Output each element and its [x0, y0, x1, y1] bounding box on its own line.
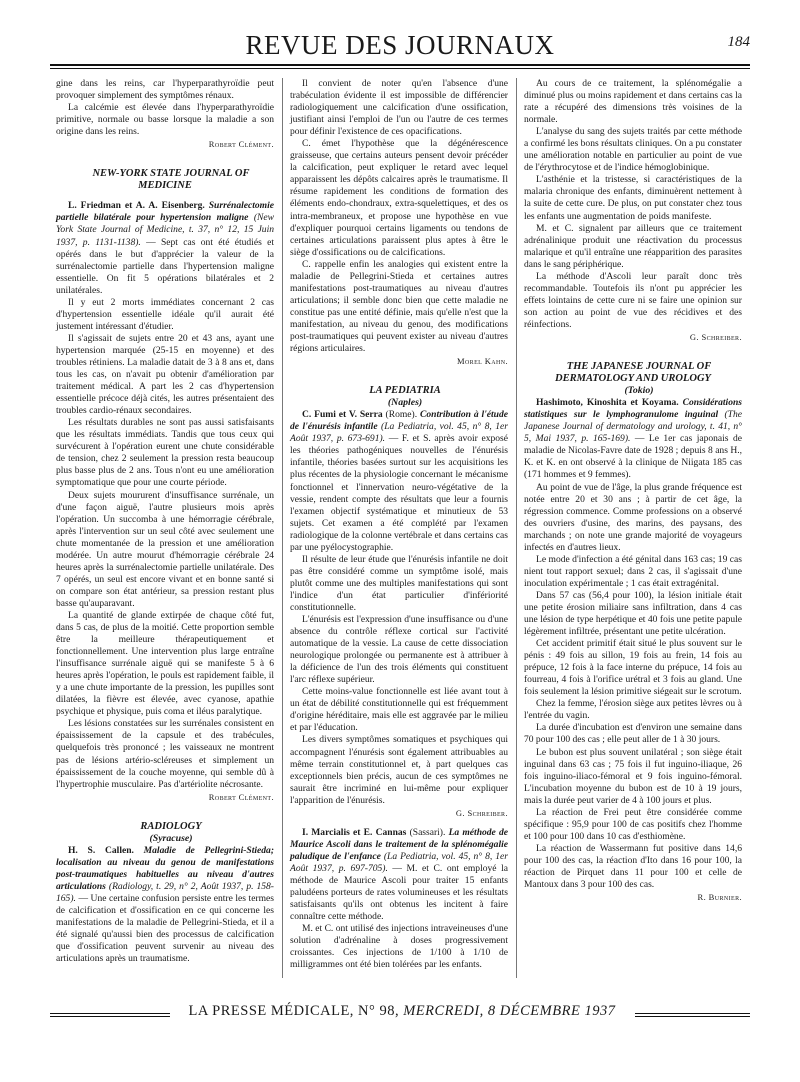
paragraph: L'analyse du sang des sujets traités par cette méthode a confirmé les bons résultats cliniques. On a pu constater une amélioration notable en particulier au point de vue de l'érythrocytose et de l'indice hémoglobinique. [524, 126, 742, 174]
page-header [50, 28, 750, 60]
footer-rule [635, 1016, 750, 1017]
signature: Robert Clément. [208, 791, 274, 802]
signature: G. Schreiber. [689, 331, 742, 342]
article-authors: H. S. Callen. [68, 844, 134, 856]
article-text: — F. et S. après avoir exposé les théories pathogéniques nouvelles de l'énurésis infantile, théories basées surtout sur les acquisitions les plus récentes de la physiologie concernant le mécanisme fonctionnel et l'innervation neuro-végétative de la vessie, rendent compte des résultats que leur a fournis l'examen objectif systématique et minutieux de 53 sujets. Cet examen a été complété par l'examen radiologique de la colonne vertébrale et dans certains cas par une pyélocystographie. [290, 433, 509, 553]
article-reference: (The Japanese Journal of dermatology and urology, t. 41, n° 5, Mai 1937, p. 165-169). [524, 409, 742, 445]
paragraph: C. émet l'hypothèse que la dégénérescence graisseuse, que certains auteurs pensent devoir précéder la calcification, peut expliquer le retard avec lequel apparaissent les dépôts calcaires après le traumatisme. Il résume rapidement les conditions de formation des éléments endo-chondraux, extra-squelettiques, et des os intra-membraneux, et propose une hypothèse en vue d'expliquer pourquoi certains ligaments ou tendons de certaines articulations paraissent plus aptes à être le siège d'ossifications ou de calcifications. [290, 138, 508, 258]
page-footer [172, 1003, 632, 1020]
signature: R. Burnier. [697, 892, 742, 903]
signature: Robert Clément. [208, 139, 274, 150]
paragraph: L'énurésis est l'expression d'une insuffisance ou d'une absence du contrôle réflexe cortical sur l'activité automatique de la vessie. La cause de cette dissociation neurologique prolongée ou permanente est à attribuer à la déficience de l'un des trois éléments qui constituent l'arc réflexe supérieur. [290, 614, 508, 686]
article-authors: Hashimoto, Kinoshita et Koyama. [536, 397, 679, 409]
page-title: REVUE DES JOURNAUX [245, 30, 555, 60]
column-2 [290, 78, 508, 971]
article-title: Contribution à l'étude de l'énurésis infantile [290, 409, 508, 433]
signature: G. Schreiber. [455, 807, 508, 818]
paragraph: La réaction de Frei peut être considérée comme spécifique : 95,9 pour 100 de cas positifs chez l'homme et 100 pour 100 dans 10 cas d'esthiomène. [524, 806, 742, 842]
article-place: (Rome). [385, 409, 418, 421]
article-text: — Une certaine confusion persiste entre les termes de calcification et d'ossification en ce qui concerne les manifestations de la maladie de Pellegrini-Stieda, et il a été signalé qu'aussi bien des processus de calcification que d'ossification peuvent survenir au niveau des articulations après un traumatisme. [56, 893, 274, 965]
article-authors: L. Friedman et A. A. Eisenberg. [68, 200, 205, 212]
article-paragraph [290, 409, 508, 554]
article-paragraph [290, 827, 508, 923]
column-3 [524, 78, 742, 903]
article-reference: (Radiology, t. 29, n° 2, Août 1937, p. 158-165). [56, 880, 274, 904]
paragraph: La méthode d'Ascoli leur paraît donc très recommandable. Toutefois ils n'ont pu apprécier les effets lointains de cette cure ni se faire une opinion sur son action au point de vue des récidives et des réinfections. [524, 270, 742, 330]
signature: Morel Kahn. [456, 356, 508, 367]
footer-date: MERCREDI, 8 DÉCEMBRE 1937 [403, 1003, 616, 1019]
paragraph: Chez la femme, l'érosion siège aux petites lèvres ou à l'entrée du vagin. [524, 698, 742, 722]
column-divider [516, 78, 517, 978]
footer-rule [50, 1016, 170, 1017]
paragraph: L'asthénie et la tristesse, si caractéristiques de la malaria chronique des enfants, diminuèrent nettement à la suite de cette cure. De plus, on put constater chez tous les enfants une augmentation de poids manifeste. [524, 174, 742, 222]
article-reference: (La Pediatria, vol. 45, n° 8, 1er Août 1937, p. 697-705). [290, 850, 508, 874]
section-subheading: (Syracuse) [149, 832, 193, 844]
article-paragraph [56, 200, 274, 296]
section-heading: NEW-YORK STATE JOURNAL OF MEDICINE [92, 168, 250, 192]
paragraph: Au point de vue de l'âge, la plus grande fréquence est notée entre 20 et 30 ans ; à partir de cet âge, la régression commence. Comme professions on a observé des ouvriers d'usine, des marins, des paysans, des marchands ; on note une grande majorité de voyageurs infectés en d'autres lieux. [524, 481, 742, 553]
paragraph: Il y eut 2 morts immédiates concernant 2 cas d'hypertension essentielle idéale qu'il aurait été justement intéressant d'étudier. [56, 296, 274, 332]
paragraph: Cette moins-value fonctionnelle est liée avant tout à un état de débilité constitutionnelle qui est fréquemment d'origine héréditaire, mais elle est aggravée par le milieu et par l'éducation. [290, 686, 508, 734]
article-text: — Sept cas ont été étudiés et opérés dans le but d'apprécier la valeur de la surrénalectomie partielle dans l'hypertension maligne essentielle. On fit 5 opérations bilatérales et 2 unilatérales. [56, 236, 274, 296]
paragraph: Dans 57 cas (56,4 pour 100), la lésion initiale était une petite érosion miliaire sans infiltration, dans 4 cas une lésion de type herpétique et 40 fois une petite papule légèrement infiltrée, présentant une petite ulcération. [524, 589, 742, 638]
paragraph: La réaction de Wassermann fut positive dans 14,6 pour 100 des cas, la réaction d'Ito dans 16 pour 100, la réaction de Pirquet dans 11 pour 100 et celle de Mantoux dans 3 pour 100 des cas. [524, 842, 742, 891]
footer-rule [635, 1013, 750, 1014]
paragraph: C. rappelle enfin les analogies qui existent entre la maladie de Pellegrini-Stieda et certaines autres manifestations post-traumatiques au niveau d'autres articulations; il semble donc bien que cette maladie ne constitue pas une entité définie, mais qu'elle n'est que la manifestation, au niveau du genou, des modifications post-traumatiques qui peuvent exister au niveau d'autres régions articulaires. [290, 258, 508, 355]
paragraph: Cet accident primitif était situé le plus souvent sur le pénis : 49 fois au sillon, 19 fois au frein, 14 fois au prépuce, 12 fois à la face interne du prépuce, 14 fois au fourreau, 4 fois à l'orifice urétral et 3 fois au gland. Une fois seulement la lésion primitive siégeait sur le scrotum. [524, 638, 742, 698]
paragraph: La quantité de glande extirpée de chaque côté fut, dans 5 cas, de plus de la moitié. Cette proportion semble être la meilleure thérapeutiquement et fonctionnellement. Une intervention plus large entraîne l'insuffisance surrénale aiguë qui se manifeste 5 à 6 heures après l'opération, le pouls est rapidement faible, il y a une chute importante de la pression, les pupilles sont dilatées, la fièvre est élevée, avec cyanose, apathie psychique et physique, puis coma et iléus paralytique. [56, 609, 274, 718]
paragraph: La durée d'incubation est d'environ une semaine dans 70 pour 100 des cas ; elle peut aller de 1 à 30 jours. [524, 722, 742, 746]
article-paragraph [56, 845, 274, 965]
paragraph: Les divers symptômes somatiques et psychiques qui accompagnent l'énurésis sont également attribuables au même terrain constitutionnel et, à part quelques cas exceptionnels bien précis, aucun de ces symptômes ne saurait être incriminé en lui-même pour expliquer l'apparition de l'énurésis. [290, 734, 508, 806]
footer-journal: LA PRESSE MÉDICALE, N° 98, [188, 1003, 400, 1019]
header-rule-thin [50, 68, 750, 69]
paragraph: La calcémie est élevée dans l'hyperparathyroïdie primitive, normale ou basse lorsque la maladie a son origine dans les reins. [56, 102, 274, 138]
article-authors: I. Marcialis et E. Cannas [302, 826, 407, 838]
paragraph: M. et C. ont utilisé des injections intraveineuses d'une solution d'adrénaline à doses progressivement croissantes. Ces injections de 1/100 à 1/10 de milligrammes ont été bien tolérées par les enfants. [290, 923, 508, 971]
header-rule [50, 64, 750, 66]
article-text: — M. et C. ont employé la méthode de Maurice Ascoli pour traiter 15 enfants paludéens porteurs de rates volumineuses et les résultats satisfaisants qu'ils ont obtenus les incitent à faire connaître cette méthode. [290, 862, 508, 923]
page-number: 184 [727, 34, 750, 50]
paragraph: gine dans les reins, car l'hyperparathyroïdie peut provoquer simplement des symptômes rénaux. [56, 78, 274, 102]
paragraph: Au cours de ce traitement, la splénomégalie a diminué plus ou moins rapidement et dans certains cas la rate a récupéré des dimensions très voisines de la normale. [524, 78, 742, 126]
section-heading: THE JAPANESE JOURNAL OF DERMATOLOGY AND UROLOGY [555, 361, 712, 385]
column-1 [56, 78, 274, 965]
paragraph: Deux sujets moururent d'insuffisance surrénale, un d'une façon aiguë, l'autre plusieurs mois après l'opération. Un succomba à une hémorragie cérébrale, après l'intervention sur un seul côté avec seulement une chute momentanée de la pression et une amélioration modérée. Un autre mourut d'hémorragie cérébrale 24 heures après la surrénalectomie partielle unilatérale. Des 7 opérés, un seul est encore vivant et en bonne santé si on compare son état antérieur, sa pression restant plus basse qu'auparavant. [56, 489, 274, 609]
paragraph: M. et C. signalent par ailleurs que ce traitement adrénalinique produit une réactivation du processus malarique et qu'il entraîne une réapparition des parasites dans le sang périphérique. [524, 222, 742, 270]
article-title: La méthode de Maurice Ascoli dans le traitement de la splénomégalie paludique de l'enfance [290, 826, 508, 862]
section-heading: RADIOLOGY [140, 820, 202, 832]
section-subheading: (Tokio) [624, 385, 654, 397]
column-divider [282, 78, 283, 978]
article-title: Considérations statistiques sur le lymphogranulome inguinal [524, 397, 742, 421]
article-title: Surrénalectomie partielle bilatérale pour hypertension maligne [56, 200, 274, 224]
article-place: (Sassari). [409, 826, 446, 838]
paragraph: Les lésions constatées sur les surrénales consistent en épaississement de la capsule et des trabécules, quelquefois très prononcé ; les vaisseaux ne montrent pas de lésions artério-scléreuses et simplement un épaississement de la couche moyenne, qui semble dû à l'hypertrophie musculaire. Pas d'artériolite nécrosante. [56, 718, 274, 790]
article-reference: (New York State Journal of Medicine, t. 37, n° 12, 15 Juin 1937, p. 1131-1138). [56, 212, 274, 248]
article-reference: (La Pediatria, vol. 45, n° 8, 1er Août 1937, p. 673-691). [290, 421, 508, 445]
article-title: Maladie de Pellegrini-Stieda; localisation au niveau du genou de manifestations post-traumatiques habituelles au niveau d'autres articulations [56, 844, 274, 892]
article-text: — Le 1er cas japonais de maladie de Nicolas-Favre date de 1928 ; depuis 8 ans H., K. et K. en ont observé à la clinique de Niigata 185 cas (171 hommes et 9 femmes). [524, 433, 742, 481]
section-subheading: (Naples) [387, 397, 423, 409]
paragraph: Le mode d'infection a été génital dans 163 cas; 19 cas nient tout rapport sexuel; dans 2 cas, il s'agissait d'une inoculation expérimentale ; 1 cas était extragénital. [524, 553, 742, 589]
paragraph: Il résulte de leur étude que l'énurésis infantile ne doit pas être considéré comme un symptôme isolé, mais plutôt comme une des multiples manifestations qui sont l'indice d'un état particulier d'infériorité constitutionnelle. [290, 553, 508, 613]
paragraph: Le bubon est plus souvent unilatéral ; son siège était inguinal dans 63 cas ; 75 fois il fut inguino-iliaque, 26 fois inguino-iliaco-fémoral et 9 fois inguino-fémoral. L'incubation moyenne du bubon est de 10 à 19 jours, mais la durée peut varier de 4 à 100 jours et plus. [524, 746, 742, 806]
article-paragraph [524, 397, 742, 481]
article-authors: C. Fumi et V. Serra [302, 409, 383, 421]
paragraph: Les résultats durables ne sont pas aussi satisfaisants que les résultats immédiats. Tandis que tous ceux qui survécurent à l'opération eurent une chute considérable de tension, chez 2 seulement la pression resta beaucoup plus basse plus de 2 ans. Tous n'ont eu une amélioration symptomatique que pour une courte période. [56, 417, 274, 489]
section-heading: LA PEDIATRIA [369, 385, 441, 397]
paragraph: Il convient de noter qu'en l'absence d'une trabéculation évidente il est impossible de différencier radiologiquement une calcification d'une ossification, justifiant ainsi l'emploi de l'un ou l'autre de ces termes pour définir l'existence de ces opacifications. [290, 78, 508, 138]
paragraph: Il s'agissait de sujets entre 20 et 43 ans, ayant une hypertension marquée (25-15 en moyenne) et des troubles rétiniens. La maladie datait de 3 à 8 ans et, dans tous les cas, on n'avait pu obtenir d'amélioration par traitement médical. A part les 2 cas d'hypertension essentielle précoce déjà cités, les autres présentaient des troubles cardio-rénaux secondaires. [56, 332, 274, 417]
footer-rule [50, 1013, 170, 1014]
